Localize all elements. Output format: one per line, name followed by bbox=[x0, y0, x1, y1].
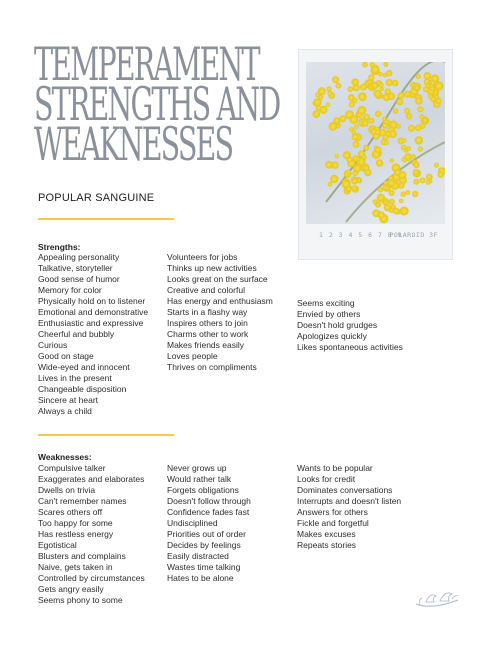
mimosa-blossom bbox=[406, 146, 411, 151]
mimosa-blossom bbox=[313, 110, 321, 118]
mimosa-blossom bbox=[348, 86, 354, 92]
mimosa-blossom bbox=[420, 123, 426, 129]
mimosa-blossom bbox=[383, 186, 388, 191]
mimosa-blossom bbox=[438, 171, 444, 177]
list-item: Enthusiastic and expressive bbox=[38, 318, 144, 328]
list-item: Good on stage bbox=[38, 351, 94, 361]
polaroid-caption-strip bbox=[309, 226, 442, 240]
list-item: Volunteers for jobs bbox=[167, 252, 238, 262]
title-line-2: STRENGTHS AND bbox=[34, 77, 280, 131]
mimosa-blossom bbox=[349, 127, 354, 132]
list-item: Envied by others bbox=[297, 309, 361, 319]
list-item: Inspires others to join bbox=[167, 318, 248, 328]
polaroid-brand: POLAROID 3F bbox=[389, 231, 438, 239]
mimosa-blossom bbox=[371, 82, 378, 89]
list-item: Confidence fades fast bbox=[167, 507, 250, 517]
list-item: Seems phony to some bbox=[38, 595, 123, 605]
mimosa-blossom bbox=[417, 106, 423, 112]
list-item: Emotional and demonstrative bbox=[38, 307, 149, 317]
strengths-column-3 bbox=[297, 298, 403, 353]
mimosa-blossom bbox=[348, 94, 355, 101]
mimosa-blossom bbox=[356, 157, 360, 161]
mimosa-blossom bbox=[350, 115, 359, 124]
polaroid-frame-number: 1 2 3 4 5 6 7 8 9 bbox=[319, 231, 403, 239]
list-item: Looks great on the surface bbox=[167, 274, 268, 284]
mimosa-blossom bbox=[415, 97, 423, 105]
mimosa-blossom bbox=[349, 101, 355, 107]
mimosa-blossom bbox=[387, 93, 395, 101]
mimosa-blossom bbox=[406, 190, 411, 195]
mimosa-blossom bbox=[383, 200, 388, 205]
list-item: Makes excuses bbox=[297, 529, 356, 539]
mimosa-blossom bbox=[401, 191, 407, 197]
mimosa-blossom bbox=[386, 79, 393, 86]
mimosa-blossom bbox=[415, 136, 423, 144]
mimosa-blossom bbox=[318, 87, 326, 95]
list-item: Exaggerates and elaborates bbox=[38, 474, 145, 484]
list-item: Cheerful and bubbly bbox=[38, 329, 115, 339]
mimosa-blossom bbox=[413, 162, 419, 168]
list-item: Sincere at heart bbox=[38, 395, 99, 405]
list-item: Always a child bbox=[38, 406, 92, 416]
accent-divider bbox=[38, 218, 174, 220]
mimosa-blossom bbox=[426, 180, 431, 185]
list-item: Forgets obligations bbox=[167, 485, 239, 495]
mimosa-blossom bbox=[408, 125, 415, 132]
list-item: Doesn't follow through bbox=[167, 496, 251, 506]
mimosa-blossom bbox=[316, 105, 322, 111]
mimosa-blossom bbox=[353, 141, 360, 148]
list-item: Creative and colorful bbox=[167, 285, 245, 295]
mimosa-blossom bbox=[383, 62, 388, 67]
weaknesses-column-1 bbox=[38, 463, 145, 606]
mimosa-blossom bbox=[390, 158, 394, 162]
list-item: Looks for credit bbox=[297, 474, 356, 484]
mimosa-blossom bbox=[424, 72, 432, 80]
list-item: Repeats stories bbox=[297, 540, 357, 550]
list-item: Answers for others bbox=[297, 507, 368, 517]
mimosa-blossom bbox=[342, 180, 351, 189]
mimosa-blossom bbox=[404, 153, 412, 161]
list-item: Charms other to work bbox=[167, 329, 249, 339]
mimosa-blossom bbox=[372, 209, 380, 217]
mimosa-blossom bbox=[386, 70, 392, 76]
list-item: Starts in a flashy way bbox=[167, 307, 248, 317]
mimosa-blossom bbox=[436, 98, 442, 104]
mimosa-blossom bbox=[423, 118, 428, 123]
mimosa-blossom bbox=[375, 111, 381, 117]
list-item: Egotistical bbox=[38, 540, 77, 550]
list-item: Memory for color bbox=[38, 285, 102, 295]
mimosa-blossom bbox=[325, 161, 333, 169]
list-item: Lives in the present bbox=[38, 373, 112, 383]
list-item: Dwells on trivia bbox=[38, 485, 96, 495]
mimosa-blossom bbox=[430, 86, 435, 91]
list-item: Wants to be popular bbox=[297, 463, 373, 473]
list-item: Decides by feelings bbox=[167, 540, 241, 550]
mimosa-blossom bbox=[332, 76, 339, 83]
mimosa-blossom bbox=[352, 133, 359, 140]
mimosa-blossom bbox=[406, 113, 412, 119]
list-item: Talkative, storyteller bbox=[38, 263, 113, 273]
mimosa-blossom bbox=[362, 120, 369, 127]
list-item: Interrupts and doesn't listen bbox=[297, 496, 402, 506]
weaknesses-label: Weaknesses: bbox=[38, 452, 92, 462]
mimosa-blossom bbox=[362, 62, 368, 68]
list-item: Has restless energy bbox=[38, 529, 114, 539]
mimosa-blossom bbox=[327, 91, 332, 96]
list-item: Changeable disposition bbox=[38, 384, 127, 394]
list-item: Physically hold on to listener bbox=[38, 296, 146, 306]
list-item: Gets angry easily bbox=[38, 584, 104, 594]
mimosa-blossom bbox=[326, 102, 331, 107]
mimosa-blossom bbox=[347, 157, 353, 163]
mimosa-blossom bbox=[368, 74, 374, 80]
mimosa-blossom bbox=[420, 114, 425, 119]
mimosa-blossom bbox=[369, 118, 375, 124]
mimosa-blossom bbox=[423, 86, 429, 92]
list-item: Easily distracted bbox=[167, 551, 229, 561]
list-item: Apologizes quickly bbox=[297, 331, 367, 341]
mimosa-blossom bbox=[378, 72, 383, 77]
mimosa-blossom bbox=[393, 108, 398, 113]
mimosa-blossom bbox=[360, 84, 367, 91]
mimosa-blossom bbox=[363, 145, 369, 151]
mimosa-blossom bbox=[411, 154, 416, 159]
mimosa-blossom bbox=[392, 80, 399, 87]
list-item: Naive, gets taken in bbox=[38, 562, 113, 572]
mimosa-blossom bbox=[412, 191, 418, 197]
mimosa-blossom bbox=[382, 122, 388, 128]
list-item: Priorities out of order bbox=[167, 529, 246, 539]
mimosa-blossom bbox=[351, 78, 359, 86]
mimosa-blossom bbox=[413, 179, 419, 185]
list-item: Has energy and enthusiasm bbox=[167, 296, 273, 306]
list-item: Hates to be alone bbox=[167, 573, 234, 583]
mimosa-blossom bbox=[404, 108, 410, 114]
list-item: Compulsive talker bbox=[38, 463, 106, 473]
title-line-3: WEAKNESSES bbox=[34, 117, 233, 171]
list-item: Never grows up bbox=[167, 463, 227, 473]
mimosa-blossom bbox=[399, 199, 404, 204]
list-item: Likes spontaneous activities bbox=[297, 342, 403, 352]
mimosa-blossom bbox=[384, 140, 389, 145]
list-item: Makes friends easily bbox=[167, 340, 245, 350]
mimosa-blossom bbox=[354, 124, 359, 129]
list-item: Would rather talk bbox=[167, 474, 232, 484]
mimosa-blossom bbox=[358, 92, 367, 101]
list-item: Too happy for some bbox=[38, 518, 113, 528]
mimosa-blossom bbox=[435, 81, 444, 90]
mimosa-blossom bbox=[351, 185, 357, 191]
mimosa-blossom bbox=[389, 199, 395, 205]
page-title bbox=[34, 37, 280, 171]
list-item: Undisciplined bbox=[167, 518, 218, 528]
weaknesses-column-2 bbox=[167, 463, 251, 584]
mimosa-blossom bbox=[353, 164, 362, 173]
weaknesses-column-3 bbox=[297, 463, 401, 551]
list-item: Can't remember names bbox=[38, 496, 127, 506]
list-item: Wastes time talking bbox=[167, 562, 241, 572]
mimosa-blossom bbox=[387, 179, 395, 187]
mimosa-blossom bbox=[346, 170, 351, 175]
mimosa-blossom bbox=[351, 178, 358, 185]
list-item: Seems exciting bbox=[297, 298, 355, 308]
mimosa-blossom bbox=[398, 92, 405, 99]
mimosa-blossom bbox=[373, 90, 381, 98]
mimosa-blossom bbox=[330, 175, 338, 183]
list-item: Appealing personality bbox=[38, 252, 120, 262]
list-item: Controlled by circumstances bbox=[38, 573, 145, 583]
mimosa-blossom bbox=[420, 177, 426, 183]
temperament-subtitle: POPULAR SANGUINE bbox=[38, 192, 155, 204]
list-item: Loves people bbox=[167, 351, 218, 361]
polaroid-photo-frame bbox=[299, 50, 452, 259]
mimosa-blossom bbox=[357, 112, 363, 118]
mimosa-blossom bbox=[396, 124, 401, 129]
mimosa-blossom bbox=[418, 146, 423, 151]
list-item: Thinks up new activities bbox=[167, 263, 257, 273]
mimosa-blossom bbox=[415, 85, 420, 90]
strengths-column-1 bbox=[38, 252, 148, 417]
list-item: Thrives on compliments bbox=[167, 362, 257, 372]
mimosa-blossom bbox=[370, 62, 376, 68]
list-item: Fickle and forgetful bbox=[297, 518, 369, 528]
list-item: Dominates conversations bbox=[297, 485, 393, 495]
mimosa-blossom bbox=[413, 169, 420, 176]
strengths-column-2 bbox=[167, 252, 273, 373]
list-item: Blusters and complains bbox=[38, 551, 126, 561]
list-item: Doesn't hold grudges bbox=[297, 320, 378, 330]
mimosa-blossom bbox=[383, 181, 387, 185]
mimosa-blossom bbox=[394, 169, 401, 176]
title-line-1: TEMPERAMENT bbox=[34, 37, 259, 91]
mimosa-blossom bbox=[396, 98, 403, 105]
mimosa-blossom bbox=[373, 199, 378, 204]
mimosa-illustration bbox=[306, 62, 445, 224]
list-item: Wide-eyed and innocent bbox=[38, 362, 130, 372]
mimosa-blossom bbox=[416, 74, 421, 79]
list-item: Good sense of humor bbox=[38, 274, 120, 284]
mimosa-blossom bbox=[402, 138, 407, 143]
mimosa-blossom bbox=[375, 129, 381, 135]
mimosa-blossom bbox=[376, 159, 383, 166]
mimosa-blossom bbox=[326, 86, 331, 91]
mimosa-blossom bbox=[363, 114, 370, 121]
mimosa-flower-photo bbox=[306, 62, 445, 224]
mimosa-blossom bbox=[391, 204, 396, 209]
mimosa-blossom bbox=[328, 182, 333, 187]
list-item: Scares others off bbox=[38, 507, 103, 517]
list-item: Curious bbox=[38, 340, 68, 350]
mimosa-blossom bbox=[339, 115, 346, 122]
mimosa-blossom bbox=[378, 82, 383, 87]
mimosa-blossom bbox=[400, 207, 409, 216]
mimosa-blossom bbox=[335, 154, 339, 158]
mimosa-blossom bbox=[364, 165, 369, 170]
mimosa-blossom bbox=[335, 83, 341, 89]
mimosa-blossom bbox=[378, 187, 383, 192]
bird-branch-logo-icon bbox=[412, 582, 462, 612]
mimosa-blossom bbox=[375, 146, 381, 152]
strengths-label: Strengths: bbox=[38, 242, 81, 252]
mimosa-blossom bbox=[434, 163, 439, 168]
mimosa-blossom bbox=[358, 150, 365, 157]
accent-divider-2 bbox=[38, 434, 174, 436]
mimosa-blossom bbox=[329, 122, 338, 131]
